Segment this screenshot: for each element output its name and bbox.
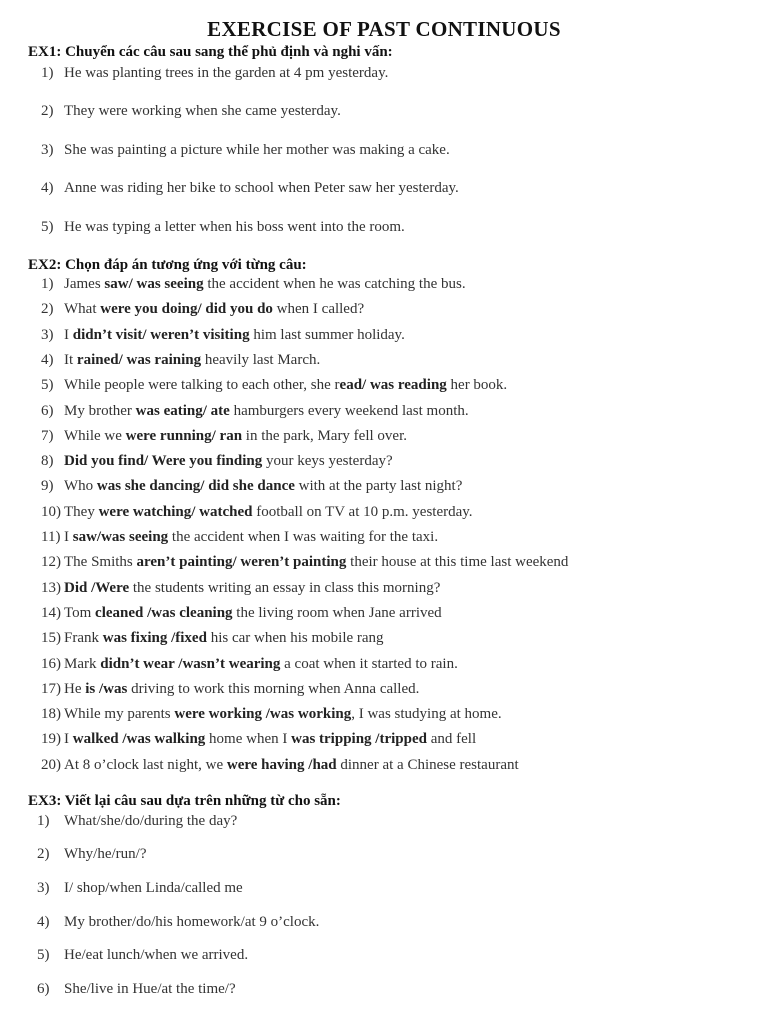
item-text xyxy=(64,453,393,469)
item-text xyxy=(64,377,507,393)
item-text xyxy=(64,529,438,545)
item-text xyxy=(64,656,458,672)
item-text xyxy=(64,301,364,317)
text-fragment: While we xyxy=(64,428,126,444)
list-item xyxy=(37,914,319,931)
list-item xyxy=(41,630,384,647)
item-text xyxy=(64,554,568,570)
item-text: He was planting trees in the garden at 4 pm yesterday. xyxy=(64,65,389,81)
list-item xyxy=(41,352,320,369)
text-fragment: My brother xyxy=(64,403,136,419)
text-fragment: the living room when Jane arrived xyxy=(232,605,442,621)
list-item xyxy=(41,403,469,420)
list-item xyxy=(41,428,407,445)
answer-options: saw/ was seeing xyxy=(104,276,204,292)
text-fragment: hamburgers every weekend last month. xyxy=(229,403,469,419)
item-text xyxy=(64,276,466,292)
answer-options: is /was xyxy=(85,681,128,697)
answer-options: were running/ ran xyxy=(125,428,243,444)
item-number: 1) xyxy=(41,276,54,292)
item-number: 2) xyxy=(41,301,54,317)
answer-options: didn’t visit/ weren’t visiting xyxy=(72,327,250,343)
list-item xyxy=(41,554,568,571)
list-item xyxy=(41,731,476,748)
answer-options: didn’t wear /wasn’t wearing xyxy=(100,656,281,672)
list-item xyxy=(41,276,466,293)
answer-options: walked /was walking xyxy=(72,731,206,747)
list-item xyxy=(41,142,450,159)
item-number: 1) xyxy=(41,65,54,81)
text-fragment: While people were talking to each other, she r xyxy=(64,377,340,393)
text-fragment: your keys yesterday? xyxy=(262,453,393,469)
item-text: My brother/do/his homework/at 9 o’clock. xyxy=(64,914,320,930)
item-text xyxy=(64,504,473,520)
item-number: 2) xyxy=(37,846,50,862)
item-number: 6) xyxy=(37,981,50,997)
list-item xyxy=(41,377,507,394)
list-item xyxy=(41,478,462,495)
list-item xyxy=(41,301,364,318)
text-fragment: in the park, Mary fell over. xyxy=(242,428,407,444)
text-fragment: He xyxy=(64,681,86,697)
text-fragment: his car when his mobile rang xyxy=(206,630,384,646)
item-number: 3) xyxy=(37,880,50,896)
item-text xyxy=(64,580,440,596)
answer-options: cleaned /was cleaning xyxy=(95,605,233,621)
item-number: 5) xyxy=(41,377,54,393)
item-number: 3) xyxy=(41,142,54,158)
ex2-heading: EX2: Chọn đáp án tương ứng với từng câu: xyxy=(28,257,307,273)
item-text xyxy=(64,327,405,343)
item-text xyxy=(64,731,476,747)
list-item xyxy=(41,605,442,622)
item-text: Anne was riding her bike to school when Peter saw her yesterday. xyxy=(64,180,459,196)
answer-options: was she dancing/ did she dance xyxy=(96,478,295,494)
answer-options: were having /had xyxy=(226,757,337,773)
item-text: Why/he/run/? xyxy=(64,846,147,862)
list-item xyxy=(41,529,438,546)
answer-options: were you doing/ did you do xyxy=(100,301,273,317)
list-item xyxy=(41,656,458,673)
text-fragment: They xyxy=(64,504,99,520)
item-text xyxy=(64,352,320,368)
item-number: 2) xyxy=(41,103,54,119)
page-title: EXERCISE OF PAST CONTINUOUS xyxy=(207,17,561,41)
text-fragment: their house at this time last weekend xyxy=(346,554,569,570)
item-number: 7) xyxy=(41,428,54,444)
text-fragment: the accident when he was catching the bus. xyxy=(203,276,466,292)
answer-options: ead/ was reading xyxy=(339,377,447,393)
item-number: 16) xyxy=(41,656,61,672)
item-number: 15) xyxy=(41,630,61,646)
item-number: 19) xyxy=(41,731,61,747)
item-number: 8) xyxy=(41,453,54,469)
text-fragment: dinner at a Chinese restaurant xyxy=(336,757,519,773)
item-number: 17) xyxy=(41,681,61,697)
text-fragment: Tom xyxy=(64,605,96,621)
text-fragment: While my parents xyxy=(64,706,175,722)
text-fragment: James xyxy=(64,276,105,292)
text-fragment: At 8 o’clock last night, we xyxy=(64,757,227,773)
item-text: He/eat lunch/when we arrived. xyxy=(64,947,249,963)
list-item xyxy=(41,327,405,344)
answer-options: were working /was working xyxy=(174,706,352,722)
item-text xyxy=(64,403,469,419)
ex3-heading: EX3: Viết lại câu sau dựa trên những từ cho sẵn: xyxy=(28,793,341,809)
answer-options: Did you find/ Were you finding xyxy=(64,453,263,469)
text-fragment: What xyxy=(64,301,101,317)
text-fragment: the accident when I was waiting for the taxi. xyxy=(168,529,439,545)
answer-options: was tripping /tripped xyxy=(291,731,427,747)
item-number: 4) xyxy=(37,914,50,930)
list-item xyxy=(41,65,388,82)
item-text xyxy=(64,428,407,444)
item-number: 5) xyxy=(41,219,54,235)
list-item xyxy=(37,947,248,964)
item-number: 12) xyxy=(41,554,61,570)
text-fragment: her book. xyxy=(446,377,508,393)
item-number: 4) xyxy=(41,352,54,368)
list-item xyxy=(41,180,459,197)
item-number: 11) xyxy=(41,529,61,545)
item-text: She was painting a picture while her mother was making a cake. xyxy=(64,142,450,158)
list-item xyxy=(41,219,405,236)
answer-options: were watching/ watched xyxy=(98,504,253,520)
answer-options: rained/ was raining xyxy=(76,352,202,368)
item-number: 6) xyxy=(41,403,54,419)
answer-options: aren’t painting/ weren’t painting xyxy=(136,554,347,570)
text-fragment: when I called? xyxy=(272,301,365,317)
list-item xyxy=(37,846,146,863)
text-fragment: the students writing an essay in class this morning? xyxy=(129,580,441,596)
text-fragment: I xyxy=(64,731,73,747)
answer-options: was eating/ ate xyxy=(135,403,230,419)
item-text: What/she/do/during the day? xyxy=(64,813,238,829)
item-number: 5) xyxy=(37,947,50,963)
answer-options: Did /Were xyxy=(64,580,130,596)
text-fragment: a coat when it started to rain. xyxy=(280,656,458,672)
text-fragment: football on TV at 10 p.m. yesterday. xyxy=(252,504,473,520)
list-item xyxy=(41,580,440,597)
text-fragment: I xyxy=(64,327,73,343)
item-number: 14) xyxy=(41,605,61,621)
item-text: I/ shop/when Linda/called me xyxy=(64,880,243,896)
text-fragment: , I was studying at home. xyxy=(351,706,502,722)
item-number: 10) xyxy=(41,504,61,520)
item-text: He was typing a letter when his boss went into the room. xyxy=(64,219,405,235)
list-item xyxy=(37,813,237,830)
text-fragment: Who xyxy=(64,478,97,494)
item-text xyxy=(64,630,384,646)
list-item xyxy=(37,981,236,998)
item-text xyxy=(64,681,419,697)
text-fragment: I xyxy=(64,529,73,545)
item-number: 18) xyxy=(41,706,61,722)
item-text xyxy=(64,605,442,621)
text-fragment: with at the party last night? xyxy=(294,478,463,494)
list-item xyxy=(41,103,341,120)
list-item xyxy=(41,504,473,521)
list-item xyxy=(37,880,243,897)
item-text: They were working when she came yesterday. xyxy=(64,103,341,119)
answer-options: was fixing /fixed xyxy=(102,630,207,646)
item-number: 4) xyxy=(41,180,54,196)
item-text xyxy=(64,706,502,722)
text-fragment: and fell xyxy=(426,731,477,747)
text-fragment: him last summer holiday. xyxy=(249,327,405,343)
answer-options: saw/was seeing xyxy=(72,529,169,545)
list-item xyxy=(41,757,519,774)
item-number: 1) xyxy=(37,813,50,829)
list-item xyxy=(41,706,502,723)
ex1-heading: EX1: Chuyển các câu sau sang thể phủ định và nghi vấn: xyxy=(28,44,393,60)
text-fragment: Frank xyxy=(64,630,103,646)
item-text: She/live in Hue/at the time/? xyxy=(64,981,236,997)
item-text xyxy=(64,757,519,773)
text-fragment: driving to work this morning when Anna called. xyxy=(127,681,420,697)
item-text xyxy=(64,478,462,494)
list-item xyxy=(41,681,419,698)
item-number: 3) xyxy=(41,327,54,343)
text-fragment: home when I xyxy=(205,731,292,747)
text-fragment: Mark xyxy=(64,656,101,672)
text-fragment: heavily last March. xyxy=(201,352,321,368)
list-item xyxy=(41,453,393,470)
text-fragment: The Smiths xyxy=(64,554,137,570)
item-number: 9) xyxy=(41,478,54,494)
text-fragment: It xyxy=(64,352,77,368)
item-number: 20) xyxy=(41,757,61,773)
item-number: 13) xyxy=(41,580,61,596)
